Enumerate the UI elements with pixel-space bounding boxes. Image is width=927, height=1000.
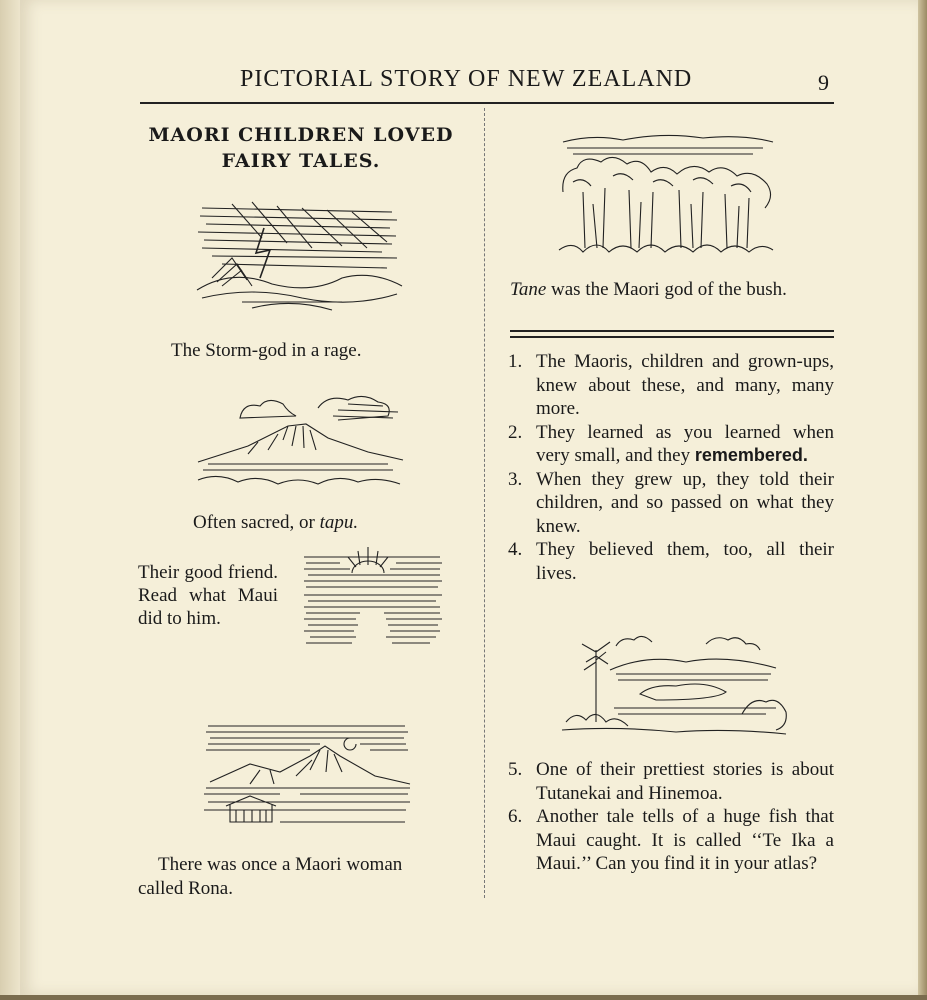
numbered-list-top	[508, 350, 834, 585]
lake-illustration	[556, 630, 792, 740]
tane-italic: Tane	[510, 279, 547, 300]
sun-illustration	[300, 543, 445, 651]
double-rule-top	[510, 330, 834, 332]
list-text-plain: They learned as you learned when very small, and they	[536, 421, 834, 466]
list-item	[508, 468, 834, 539]
sacred-caption-italic: tapu.	[319, 512, 359, 533]
list-text	[536, 421, 834, 468]
section-heading	[136, 122, 466, 174]
tane-text: was the Maori god of the bush.	[546, 279, 787, 300]
list-number: 3.	[508, 468, 523, 490]
list-text: One of their prettiest stories is about Tutanekai and Hinemoa.	[536, 759, 834, 804]
list-item	[508, 805, 834, 876]
list-text-bold: remembered.	[694, 445, 808, 465]
list-text: Another tale tells of a huge fish that Maui caught. It is called ‘‘Te Ika a Maui.’’ Can you find it in your atlas?	[536, 806, 834, 874]
list-item	[508, 758, 834, 805]
right-page-edge	[918, 0, 927, 1000]
sun-paragraph: Their good friend. Read what Maui did to him.	[138, 562, 278, 629]
list-number: 4.	[508, 539, 523, 560]
mountain-illustration	[188, 390, 410, 495]
left-page-edge	[0, 0, 20, 1000]
double-rule-bottom	[510, 336, 834, 338]
rona-caption-line-1: There was once a Maori woman	[158, 854, 403, 875]
list-number: 2.	[508, 421, 523, 443]
list-text: They believed them, too, all their lives.	[536, 539, 834, 584]
bush-illustration	[553, 132, 779, 260]
list-number: 5.	[508, 759, 523, 780]
list-item	[508, 350, 834, 421]
page-number: 9	[818, 70, 829, 95]
rona-caption-line-2: called Rona.	[138, 878, 233, 899]
rona-illustration	[200, 720, 415, 828]
column-divider	[484, 108, 485, 898]
list-text: When they grew up, they told their children, and so passed on what they knew.	[536, 468, 834, 537]
storm-caption: The Storm-god in a rage.	[171, 340, 362, 361]
storm-illustration	[192, 198, 407, 316]
heading-line-1: MAORI CHILDREN LOVED	[148, 124, 454, 146]
header-rule	[140, 102, 834, 104]
list-number: 1.	[508, 351, 523, 372]
list-number: 6.	[508, 806, 523, 827]
sacred-caption-text: Often sacred, or	[193, 512, 320, 533]
running-header: PICTORIAL STORY OF NEW ZEALAND	[240, 66, 693, 92]
heading-line-2: FAIRY TALES.	[221, 150, 381, 172]
numbered-list-bottom	[508, 758, 834, 876]
bottom-page-edge	[0, 995, 927, 1000]
list-text: The Maoris, children and grown-ups, knew about these, and many, many more.	[536, 351, 834, 419]
list-item	[508, 421, 834, 468]
sacred-caption	[193, 511, 358, 534]
list-item	[508, 538, 834, 585]
tane-caption	[510, 278, 835, 301]
